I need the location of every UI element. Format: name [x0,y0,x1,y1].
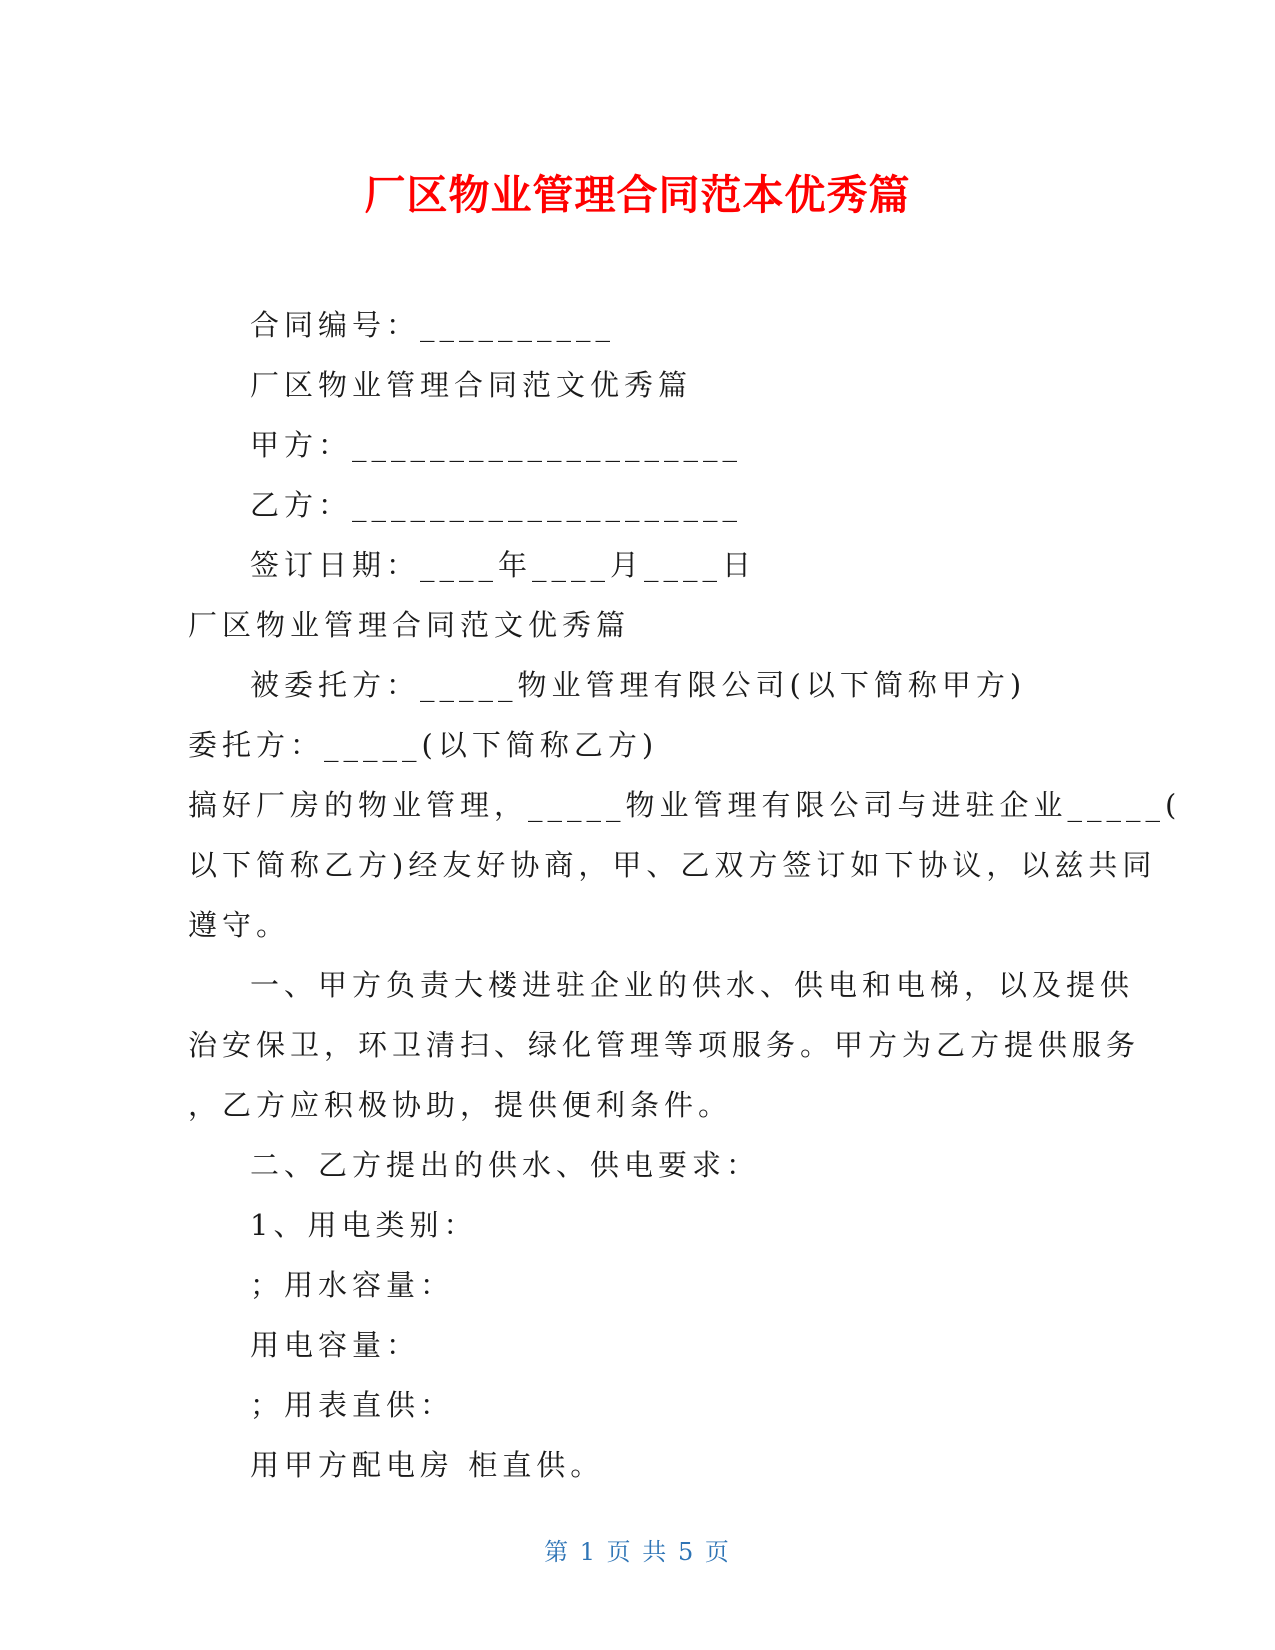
document-title: 厂区物业管理合同范本优秀篇 [364,171,911,219]
sign-date-line: 签订日期：____年____月____日 [250,548,757,582]
section-heading: 厂区物业管理合同范文优秀篇 [188,608,631,642]
item-meter-supply: ；用表直供： [250,1388,455,1422]
document-body [188,295,1182,1495]
item-distribution-room: 用甲方配电房 柜直供。 [250,1448,605,1482]
paragraph-line: 以下简称乙方)经友好协商，甲、乙双方签订如下协议，以兹共同 [188,848,1157,882]
page-number: 第 1 页 共 5 页 [544,1538,731,1566]
party-a-line: 甲方：____________________ [250,428,743,462]
clause-2-line: 二、乙方提出的供水、供电要求： [250,1148,761,1182]
subtitle-line: 厂区物业管理合同范文优秀篇 [250,368,693,402]
item-water-capacity: ；用水容量： [250,1268,455,1302]
contract-number-line: 合同编号：__________ [250,308,616,342]
trustee-line: 被委托方：_____物业管理有限公司(以下简称甲方) [250,668,1027,702]
item-electric-type: 1、用电类别： [250,1208,478,1242]
clause-1-line: 治安保卫，环卫清扫、绿化管理等项服务。甲方为乙方提供服务 [188,1028,1141,1062]
paragraph-line: 搞好厂房的物业管理，_____物业管理有限公司与进驻企业_____( [188,788,1182,822]
client-line: 委托方：_____(以下简称乙方) [188,728,659,762]
clause-1-line: ，乙方应积极协助，提供便利条件。 [188,1088,733,1122]
paragraph-line: 遵守。 [188,908,291,942]
item-electric-capacity: 用电容量： [250,1328,421,1362]
party-b-line: 乙方：____________________ [250,488,743,522]
clause-1-line: 一、甲方负责大楼进驻企业的供水、供电和电梯，以及提供 [250,968,1135,1002]
